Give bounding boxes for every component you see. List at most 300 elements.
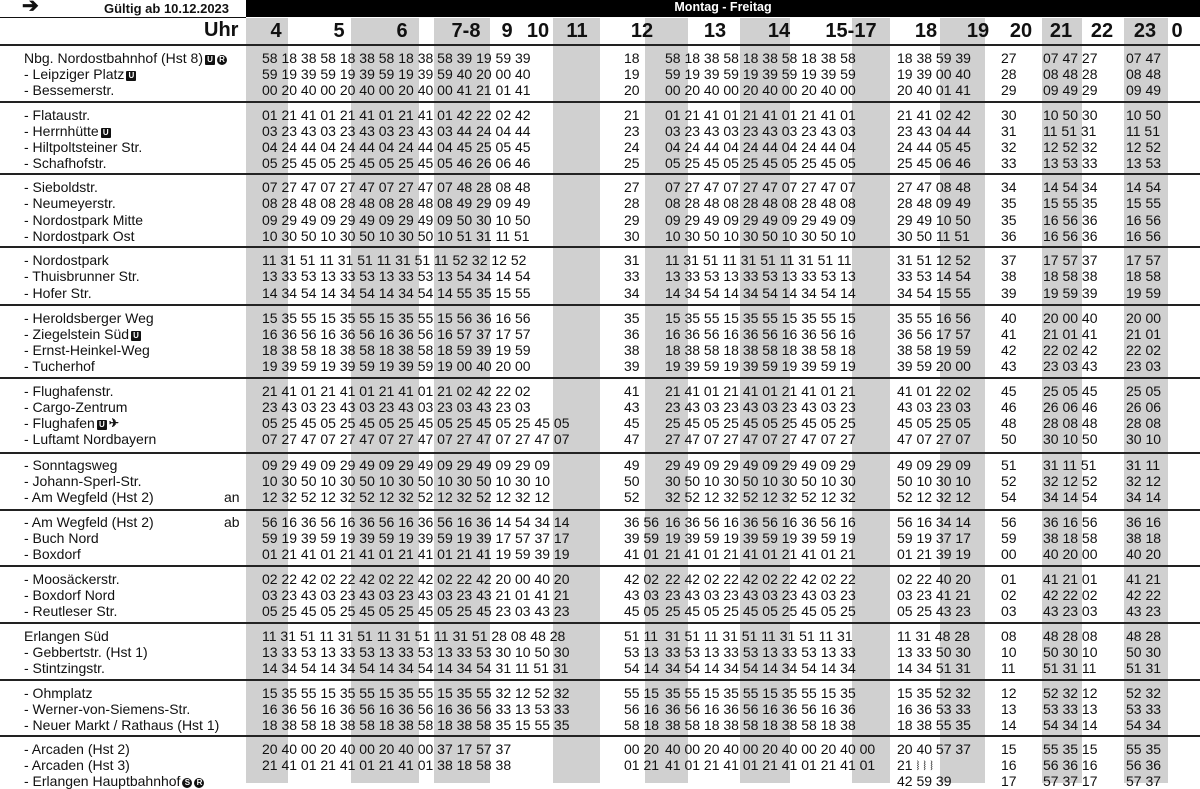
departure-times: 10 bbox=[1001, 644, 1017, 660]
departure-times: 01 21 39 19 bbox=[897, 546, 971, 562]
departure-times: 58 18 38 58 18 38 58 18 38 58 bbox=[665, 50, 856, 66]
stop-name bbox=[24, 326, 141, 342]
departure-times: 50 30 10 bbox=[1043, 644, 1098, 660]
departure-times: 36 16 bbox=[1126, 514, 1162, 530]
stop-name bbox=[24, 587, 115, 603]
departure-times: 26 06 bbox=[1126, 399, 1162, 415]
stop-name-text: - Arcaden (Hst 2) bbox=[24, 741, 130, 757]
departure-times: 57 37 bbox=[1126, 773, 1162, 789]
ubahn-icon: U bbox=[101, 128, 111, 138]
departure-times: 13 33 53 13 33 53 13 33 53 13 bbox=[665, 268, 856, 284]
section-divider bbox=[0, 304, 1200, 306]
hour-12: 12 bbox=[630, 20, 654, 42]
departure-times: 23 43 04 44 bbox=[897, 123, 971, 139]
departure-times: 59 bbox=[1001, 530, 1017, 546]
stop-name-text: - Moosäckerstr. bbox=[24, 571, 120, 587]
stop-name-text: - Nordostpark bbox=[24, 252, 109, 268]
departure-times: 30 10 bbox=[1126, 431, 1162, 447]
departure-times: 45 bbox=[624, 415, 640, 431]
departure-times: 50 bbox=[624, 473, 640, 489]
departure-times: 42 bbox=[1001, 342, 1017, 358]
departure-times: 23 43 03 23 43 03 23 43 03 23 03 43 23 03 bbox=[262, 399, 531, 415]
departure-times: 15 bbox=[1001, 741, 1017, 757]
departure-times: 19 39 00 40 bbox=[897, 66, 971, 82]
departure-times: 00 bbox=[1001, 546, 1017, 562]
stop-name-text: - Reutleser Str. bbox=[24, 603, 118, 619]
departure-times: 07 47 bbox=[1126, 50, 1162, 66]
hour-14: 14 bbox=[767, 20, 791, 42]
departure-times: 34 54 15 55 bbox=[897, 285, 971, 301]
departure-times: 23 43 03 23 43 03 23 43 03 23 bbox=[665, 399, 856, 415]
stop-name-text: - Herrnhütte bbox=[24, 123, 99, 139]
departure-times: 13 bbox=[1001, 701, 1017, 717]
departure-times: 18 58 bbox=[1126, 268, 1162, 284]
departure-times: 49 bbox=[624, 457, 640, 473]
section-divider bbox=[0, 509, 1200, 511]
departure-times: 38 58 18 38 58 18 38 58 18 38 bbox=[665, 717, 856, 733]
departure-times: 16 36 53 33 bbox=[897, 701, 971, 717]
departure-times: 33 bbox=[624, 268, 640, 284]
departure-times: 41 01 21 41 01 21 41 01 21 41 01 bbox=[665, 757, 876, 773]
departure-times: 32 12 bbox=[1126, 473, 1162, 489]
departure-times: 25 05 bbox=[1126, 383, 1162, 399]
section-divider bbox=[0, 735, 1200, 737]
departure-times: 43 03 bbox=[624, 587, 660, 603]
departure-times: 11 bbox=[1001, 660, 1016, 676]
stop-name bbox=[24, 310, 154, 326]
stop-name bbox=[24, 228, 134, 244]
stop-name bbox=[24, 489, 154, 505]
departure-times: 31 51 12 52 bbox=[897, 252, 971, 268]
stop-name bbox=[24, 285, 92, 301]
departure-times: 34 bbox=[624, 285, 640, 301]
stop-name bbox=[24, 107, 90, 123]
hour-19: 19 bbox=[966, 20, 990, 42]
departure-times: 07 47 27 bbox=[1043, 50, 1098, 66]
departure-times: 10 50 30 bbox=[1043, 107, 1098, 123]
stop-name-text: - Schafhofstr. bbox=[24, 155, 107, 171]
departure-times: 33 bbox=[1001, 155, 1017, 171]
departure-times: 52 32 bbox=[1126, 685, 1162, 701]
departure-times: 25 bbox=[624, 155, 640, 171]
departure-times: 40 bbox=[1001, 310, 1017, 326]
departure-times: 59 19 39 59 19 39 59 19 39 59 40 20 00 40 bbox=[262, 66, 531, 82]
departure-times: 11 51 31 bbox=[1043, 123, 1097, 139]
departure-times: 53 33 bbox=[1126, 701, 1162, 717]
airport-icon: ✈ bbox=[108, 416, 119, 430]
departure-times: 15 35 55 15 35 55 15 35 55 15 bbox=[665, 310, 856, 326]
departure-times: 35 bbox=[624, 310, 640, 326]
departure-times: 11 31 51 11 31 51 11 31 51 11 31 51 28 08 48 28 bbox=[262, 628, 566, 644]
departure-times: 11 31 51 11 31 51 11 31 51 11 52 32 12 52 bbox=[262, 252, 527, 268]
departure-times: 51 31 11 bbox=[1043, 660, 1097, 676]
stop-name bbox=[24, 50, 227, 66]
valid-from-label: Gültig ab 10.12.2023 bbox=[104, 1, 230, 16]
stop-name-text: - Arcaden (Hst 3) bbox=[24, 757, 130, 773]
departure-times: 14 34 54 14 34 54 14 34 54 14 55 35 15 55 bbox=[262, 285, 531, 301]
departure-times: 13 33 50 30 bbox=[897, 644, 971, 660]
departure-times: 17 57 37 bbox=[1043, 252, 1098, 268]
departure-times: 41 01 22 02 bbox=[897, 383, 971, 399]
stop-name bbox=[24, 82, 114, 98]
departure-times: 13 33 53 13 33 53 13 33 53 13 33 53 30 10 50 30 bbox=[262, 644, 570, 660]
departure-times: 47 bbox=[624, 431, 640, 447]
departure-times: 36 16 56 bbox=[1043, 514, 1098, 530]
stop-name-text: - Tucherhof bbox=[24, 358, 95, 374]
hour-23: 23 bbox=[1133, 20, 1157, 42]
departure-times: 58 18 bbox=[624, 717, 660, 733]
departure-times: 31 bbox=[1001, 123, 1017, 139]
stop-name bbox=[24, 773, 204, 789]
departure-times: 08 bbox=[1001, 628, 1017, 644]
hour-4: 4 bbox=[270, 20, 282, 42]
hour-9: 9 bbox=[501, 20, 513, 42]
departure-times: 43 23 bbox=[1126, 603, 1162, 619]
departure-times: 32 bbox=[1001, 139, 1017, 155]
departure-times: 54 bbox=[1001, 489, 1017, 505]
departure-times: 29 bbox=[1001, 82, 1017, 98]
departure-times: 05 25 43 23 bbox=[897, 603, 971, 619]
section-divider bbox=[0, 452, 1200, 454]
section-divider bbox=[0, 44, 1200, 46]
departure-times: 35 bbox=[1001, 195, 1017, 211]
departure-times: 23 43 03 23 43 03 23 43 03 23 bbox=[665, 587, 856, 603]
departure-times: 31 11 51 bbox=[1043, 457, 1097, 473]
stop-name bbox=[24, 155, 106, 171]
departure-times: 39 bbox=[1001, 285, 1017, 301]
stop-name bbox=[24, 431, 156, 447]
hour-20: 20 bbox=[1009, 20, 1033, 42]
departure-times: 33 53 14 54 bbox=[897, 268, 971, 284]
departure-times: 20 40 57 37 bbox=[897, 741, 971, 757]
stop-name-text: - Heroldsberger Weg bbox=[24, 310, 154, 326]
uhr-label: Uhr bbox=[204, 19, 239, 41]
departure-times: 21 41 02 42 bbox=[897, 107, 971, 123]
departure-times: 03 23 41 21 bbox=[897, 587, 971, 603]
departure-times: 34 14 bbox=[1126, 489, 1162, 505]
departure-times: 42 02 bbox=[624, 571, 660, 587]
departure-times: 45 bbox=[1001, 383, 1017, 399]
departure-times: 16 56 bbox=[1126, 212, 1162, 228]
departure-times: 56 16 36 56 16 36 56 16 36 56 16 36 14 54 34 14 bbox=[262, 514, 570, 530]
departure-times: 27 bbox=[624, 179, 640, 195]
regional-icon: R bbox=[217, 55, 227, 65]
departure-times: 34 54 14 34 54 14 34 54 14 34 bbox=[665, 660, 856, 676]
departure-times: 01 21 41 01 21 41 01 21 41 01 21 41 19 59 39 19 bbox=[262, 546, 570, 562]
departure-times: 38 bbox=[624, 342, 640, 358]
stop-name-text: - Johann-Sperl-Str. bbox=[24, 473, 142, 489]
section-divider bbox=[0, 101, 1200, 103]
departure-times: 52 bbox=[1001, 473, 1017, 489]
departure-times: 04 24 44 04 24 44 04 24 44 04 bbox=[665, 139, 856, 155]
departure-times: 29 49 10 50 bbox=[897, 212, 971, 228]
departure-times: 53 13 bbox=[624, 644, 660, 660]
departure-times: 31 bbox=[624, 252, 640, 268]
departure-times: 16 36 56 16 36 56 16 36 56 16 36 56 33 13 53 33 bbox=[262, 701, 570, 717]
stop-name-text: - Nordostpark Mitte bbox=[24, 212, 144, 228]
stop-name-text: - Boxdorf Nord bbox=[24, 587, 116, 603]
departure-times: 03 23 43 03 23 43 03 23 43 03 23 43 21 01 41 21 bbox=[262, 587, 570, 603]
section-divider bbox=[0, 377, 1200, 379]
departure-times: 18 bbox=[624, 50, 640, 66]
departure-times: 56 36 16 bbox=[1043, 757, 1098, 773]
stop-name-text: - Ernst-Heinkel-Weg bbox=[24, 342, 150, 358]
departure-times: 55 15 bbox=[624, 685, 660, 701]
departure-times: 38 58 19 59 bbox=[897, 342, 971, 358]
departure-times: 08 28 48 08 28 48 08 28 48 08 49 29 09 49 bbox=[262, 195, 531, 211]
departure-times: 13 33 53 13 33 53 13 33 53 13 54 34 14 54 bbox=[262, 268, 531, 284]
departure-times: 38 bbox=[1001, 268, 1017, 284]
departure-times: 29 bbox=[624, 212, 640, 228]
departure-times: 50 10 30 10 bbox=[897, 473, 971, 489]
departure-times: 43 03 23 03 bbox=[897, 399, 971, 415]
stop-name-text: - Thuisbrunner Str. bbox=[24, 268, 140, 284]
departure-times: 04 24 44 04 24 44 04 24 44 04 45 25 05 45 bbox=[262, 139, 531, 155]
departure-times: 15 55 35 bbox=[1043, 195, 1098, 211]
departure-times: 48 28 08 bbox=[1043, 628, 1098, 644]
departure-times: 35 55 16 56 bbox=[897, 310, 971, 326]
departure-times: 24 44 05 45 bbox=[897, 139, 971, 155]
stop-name bbox=[24, 383, 114, 399]
departure-times: 32 52 12 32 52 12 32 52 12 32 bbox=[665, 489, 856, 505]
departure-times: 20 40 00 20 40 00 20 40 00 37 17 57 37 bbox=[262, 741, 512, 757]
departure-times: 07 27 47 07 27 47 07 27 47 07 27 47 07 27 47 07 bbox=[262, 431, 570, 447]
departure-times: 19 39 59 19 39 59 19 39 59 19 00 40 20 00 bbox=[262, 358, 531, 374]
departure-times: 14 54 34 bbox=[1043, 179, 1098, 195]
stop-name bbox=[24, 571, 120, 587]
departure-times: 54 34 bbox=[1126, 717, 1162, 733]
stop-name bbox=[24, 358, 95, 374]
stop-name-text: - Hofer Str. bbox=[24, 285, 92, 301]
departure-times: 05 25 45 05 25 45 05 25 45 05 25 45 23 03 43 23 bbox=[262, 603, 570, 619]
departure-times: 15 35 55 15 35 55 15 35 55 15 56 36 16 56 bbox=[262, 310, 531, 326]
stop-name bbox=[24, 757, 130, 773]
departure-times: 22 02 42 bbox=[1043, 342, 1098, 358]
header-bar bbox=[0, 0, 1200, 17]
departure-times: 48 bbox=[1001, 415, 1017, 431]
departure-times: 43 bbox=[624, 399, 640, 415]
departure-times: 10 50 bbox=[1126, 107, 1162, 123]
stop-name bbox=[24, 399, 127, 415]
departure-times: 48 28 bbox=[1126, 628, 1162, 644]
departure-times: 16 36 56 16 36 56 16 36 56 16 57 37 17 57 bbox=[262, 326, 531, 342]
stop-name-text: - Boxdorf bbox=[24, 546, 81, 562]
departure-times: 42 59 39 bbox=[897, 773, 952, 789]
departure-times: 49 09 29 09 bbox=[897, 457, 971, 473]
departure-times: 14 34 54 14 34 54 14 34 54 14 34 54 31 11 51 31 bbox=[262, 660, 569, 676]
departure-times: 16 56 bbox=[1126, 228, 1162, 244]
departure-times: 40 00 20 40 00 20 40 00 20 40 00 bbox=[665, 741, 876, 757]
ubahn-icon: U bbox=[131, 331, 141, 341]
departure-times: 27 47 07 27 47 07 27 47 07 27 bbox=[665, 431, 856, 447]
section-divider bbox=[0, 246, 1200, 248]
departure-times: 05 25 45 05 25 45 05 25 45 05 46 26 06 46 bbox=[262, 155, 531, 171]
departure-times: 21 41 01 21 41 01 21 41 01 21 bbox=[665, 383, 856, 399]
section-divider bbox=[0, 622, 1200, 624]
departure-times: 39 59 20 00 bbox=[897, 358, 971, 374]
stop-name-text: - Flughafenstr. bbox=[24, 383, 114, 399]
departure-times: 36 bbox=[1001, 228, 1017, 244]
departure-times: 09 29 49 09 29 49 09 29 49 09 29 49 09 29 09 bbox=[262, 457, 551, 473]
departure-times: 20 00 40 bbox=[1043, 310, 1098, 326]
departure-times: 31 51 11 31 51 11 31 51 11 31 bbox=[665, 628, 853, 644]
departure-times: 30 bbox=[1001, 107, 1017, 123]
departure-times: 25 45 05 25 45 05 25 45 05 25 bbox=[665, 415, 856, 431]
stop-name-text: - Bessemerstr. bbox=[24, 82, 115, 98]
departure-times: 28 48 09 49 bbox=[897, 195, 971, 211]
departure-times: 16 bbox=[1001, 757, 1017, 773]
departure-times: 18 38 58 18 38 58 18 38 58 18 38 58 35 15 55 35 bbox=[262, 717, 570, 733]
departure-times: 14 54 bbox=[1126, 179, 1162, 195]
stop-name bbox=[24, 415, 119, 431]
stop-name bbox=[24, 741, 130, 757]
departure-times: 36 bbox=[624, 326, 640, 342]
section-divider bbox=[0, 565, 1200, 567]
departure-times: 12 bbox=[1001, 685, 1017, 701]
validity-box bbox=[0, 0, 246, 18]
departure-times: 21 41 01 21 41 01 21 41 01 38 18 58 38 bbox=[262, 757, 512, 773]
departure-times: 08 48 28 bbox=[1043, 66, 1098, 82]
departure-times: 31 11 bbox=[1126, 457, 1160, 473]
departure-times: 12 52 32 bbox=[1043, 139, 1098, 155]
departure-times: 46 bbox=[1001, 399, 1017, 415]
departure-times: 28 bbox=[1001, 66, 1017, 82]
hour-5: 5 bbox=[333, 20, 345, 42]
stop-name-text: - Flughafen bbox=[24, 415, 95, 431]
hour-7-8: 7-8 bbox=[451, 20, 481, 42]
departure-times: 02 22 40 20 bbox=[897, 571, 971, 587]
departure-times: 05 25 45 05 25 45 05 25 45 05 25 45 05 25 45 05 bbox=[262, 415, 570, 431]
departure-times: 30 10 50 bbox=[1043, 431, 1098, 447]
stop-name-text: - Luftamt Nordbayern bbox=[24, 431, 157, 447]
regional-icon: R bbox=[194, 778, 204, 788]
stop-name-text: - Cargo-Zentrum bbox=[24, 399, 128, 415]
departure-times: 19 39 59 19 39 59 19 39 59 19 bbox=[665, 358, 856, 374]
departure-times: 37 bbox=[1001, 252, 1017, 268]
departure-times: 54 34 14 bbox=[1043, 717, 1098, 733]
stop-name-text: - Sieboldstr. bbox=[24, 179, 98, 195]
stop-name-text: - Sonntagsweg bbox=[24, 457, 118, 473]
ubahn-icon: U bbox=[205, 55, 215, 65]
departure-times: 59 19 39 59 19 39 59 19 39 59 19 39 17 57 37 17 bbox=[262, 530, 570, 546]
departure-times: 03 23 43 03 23 43 03 23 43 03 44 24 04 44 bbox=[262, 123, 531, 139]
departure-times: 08 48 bbox=[1126, 66, 1162, 82]
departure-times: 51 31 bbox=[1126, 660, 1162, 676]
stop-name bbox=[24, 123, 111, 139]
departure-times: 53 33 13 bbox=[1043, 701, 1098, 717]
departure-times: 18 38 58 18 38 58 18 38 58 18 59 39 19 59 bbox=[262, 342, 531, 358]
departure-times: 35 bbox=[1001, 212, 1017, 228]
departure-times: 41 bbox=[1001, 326, 1017, 342]
hour-15-17: 15-17 bbox=[825, 20, 877, 42]
departure-times: 21 bbox=[624, 107, 640, 123]
departure-times: 24 bbox=[624, 139, 640, 155]
stop-name bbox=[24, 473, 142, 489]
departure-times: 34 bbox=[1001, 179, 1017, 195]
departure-times: 43 23 03 bbox=[1043, 603, 1098, 619]
hour-shade-band bbox=[852, 18, 890, 783]
stop-name-text: - Neumeyerstr. bbox=[24, 195, 116, 211]
stop-name-text: - Am Wegfeld (Hst 2) bbox=[24, 514, 154, 530]
hour-18: 18 bbox=[914, 20, 938, 42]
departure-times: 16 56 36 bbox=[1043, 228, 1098, 244]
departure-times: 38 18 bbox=[1126, 530, 1162, 546]
departure-times: 51 bbox=[1001, 457, 1017, 473]
departure-times: 03 23 43 03 23 43 03 23 43 03 bbox=[665, 123, 856, 139]
stop-name bbox=[24, 603, 117, 619]
section-divider bbox=[0, 173, 1200, 175]
departure-times: 15 35 52 32 bbox=[897, 685, 971, 701]
departure-times: 07 27 47 07 27 47 07 27 47 07 48 28 08 48 bbox=[262, 179, 531, 195]
departure-times: 18 58 38 bbox=[1043, 268, 1098, 284]
stop-name bbox=[24, 660, 105, 676]
departure-times: 22 02 bbox=[1126, 342, 1162, 358]
departure-times: 23 bbox=[624, 123, 640, 139]
departure-times: 41 21 bbox=[1126, 571, 1162, 587]
stop-name-text: Nbg. Nordostbahnhof (Hst 8) bbox=[24, 50, 203, 66]
departure-times: 30 50 10 30 50 10 30 50 10 30 bbox=[665, 473, 856, 489]
departure-times: 21 ⧘ ⧘ ⧘ bbox=[897, 757, 934, 773]
arrival-departure-tag: an bbox=[224, 489, 240, 505]
departure-times: 34 14 54 bbox=[1043, 489, 1098, 505]
departure-times: 21 01 bbox=[1126, 326, 1162, 342]
ubahn-icon: U bbox=[126, 71, 136, 81]
departure-times: 09 29 49 09 29 49 09 29 49 09 50 30 10 50 bbox=[262, 212, 531, 228]
stop-name-text: - Erlangen Hauptbahnhof bbox=[24, 773, 181, 789]
departure-times: 20 00 bbox=[1126, 310, 1162, 326]
stop-name bbox=[24, 628, 109, 644]
departure-times: 36 56 16 36 56 16 36 56 16 36 bbox=[665, 701, 856, 717]
departure-times: 01 21 41 01 21 41 01 21 41 01 bbox=[665, 107, 856, 123]
departure-times: 11 31 48 28 bbox=[897, 628, 970, 644]
departure-times: 27 47 08 48 bbox=[897, 179, 971, 195]
departure-times: 19 bbox=[624, 66, 640, 82]
arrival-departure-tag: ab bbox=[224, 514, 240, 530]
sbahn-icon: S bbox=[182, 778, 192, 788]
departure-times: 00 20 40 00 20 40 00 20 40 00 41 21 01 41 bbox=[262, 82, 531, 98]
stop-name bbox=[24, 717, 219, 733]
departure-times: 30 bbox=[624, 228, 640, 244]
departure-times: 12 52 bbox=[1126, 139, 1162, 155]
departure-times: 51 11 bbox=[624, 628, 658, 644]
departure-times: 02 bbox=[1001, 587, 1017, 603]
departure-times: 27 bbox=[1001, 50, 1017, 66]
departure-times: 45 05 25 05 bbox=[897, 415, 971, 431]
departure-times: 28 08 48 bbox=[1043, 415, 1098, 431]
departure-times: 01 21 41 01 21 41 01 21 41 01 42 22 02 42 bbox=[262, 107, 531, 123]
stop-name bbox=[24, 530, 99, 546]
stop-name bbox=[24, 195, 116, 211]
departure-times: 26 06 46 bbox=[1043, 399, 1098, 415]
departure-times: 18 38 55 35 bbox=[897, 717, 971, 733]
stop-name bbox=[24, 252, 109, 268]
departure-times: 10 30 50 10 30 50 10 30 50 10 bbox=[665, 228, 856, 244]
hour-22: 22 bbox=[1090, 20, 1114, 42]
departure-times: 09 49 29 bbox=[1043, 82, 1098, 98]
departure-times: 43 bbox=[1001, 358, 1017, 374]
departure-times: 40 20 bbox=[1126, 546, 1162, 562]
departure-times: 02 22 42 02 22 42 02 22 42 02 22 42 20 00 40 20 bbox=[262, 571, 570, 587]
departure-times: 17 57 bbox=[1126, 252, 1162, 268]
departure-times: 13 53 bbox=[1126, 155, 1162, 171]
hour-13: 13 bbox=[703, 20, 727, 42]
departure-times: 56 36 bbox=[1126, 757, 1162, 773]
departure-times: 55 35 15 bbox=[1043, 741, 1098, 757]
departure-times: 42 22 bbox=[1126, 587, 1162, 603]
departure-times: 52 12 32 12 bbox=[897, 489, 971, 505]
departure-times: 35 55 15 35 55 15 35 55 15 35 bbox=[665, 685, 856, 701]
arrow-right-icon: ➔ bbox=[22, 0, 39, 17]
